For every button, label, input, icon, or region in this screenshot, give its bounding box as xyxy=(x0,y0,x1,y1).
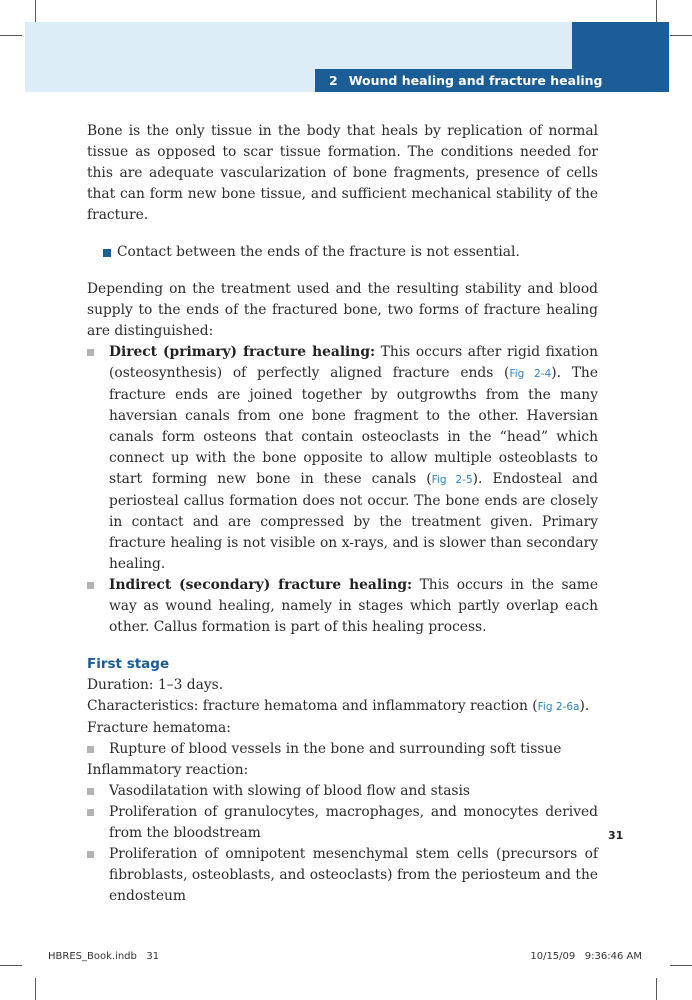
square-bullet-icon xyxy=(87,582,94,589)
square-bullet-icon xyxy=(87,349,94,356)
inflammatory-label: Inflammatory reaction: xyxy=(87,762,249,778)
square-bullet-icon xyxy=(87,746,94,753)
crop-mark xyxy=(670,35,692,36)
square-bullet-icon xyxy=(87,809,94,816)
chapter-number: 2 xyxy=(329,73,338,88)
slug-file-name: HBRES_Book.indb 31 xyxy=(48,951,160,962)
slug-timestamp: 10/15/09 9:36:46 AM xyxy=(530,951,642,962)
crop-mark xyxy=(670,965,692,966)
crop-mark xyxy=(0,35,22,36)
figure-reference: Fig 2-6a xyxy=(537,701,580,713)
crop-mark xyxy=(656,0,657,22)
list-item: Proliferation of omnipotent mesenchymal stem cells (precursors of fibroblasts, osteoblasts, and osteoclasts) from the periosteum and the endosteum xyxy=(87,844,598,907)
chapter-title: Wound healing and fracture healing xyxy=(348,73,603,88)
list-item: Indirect (secondary) fracture healing: This occurs in the same way as wound healing, namely in stages which partly overlap each other. Callus formation is part of this healing process. xyxy=(87,575,598,638)
hematoma-list xyxy=(87,739,598,760)
section-heading: First stage xyxy=(87,656,170,672)
forms-intro-paragraph: Depending on the treatment used and the resulting stability and blood supply to the ends of the fractured bone, two forms of fracture healing are distinguished: xyxy=(87,281,598,339)
page-number: 31 xyxy=(608,829,624,842)
note-item xyxy=(103,242,598,263)
intro-paragraph: Bone is the only tissue in the body that heals by replication of normal tissue as opposed to scar tissue formation. The conditions needed for this are adequate vascularization of bone fragments, presence of cells that can form new bone tissue, and sufficient mechanical stability of the fracture. xyxy=(87,123,598,223)
characteristics-line: Characteristics: fracture hematoma and inflammatory reaction (Fig 2-6a). xyxy=(87,698,590,714)
crop-mark xyxy=(35,0,36,22)
square-bullet-icon xyxy=(103,249,111,257)
note-text: Contact between the ends of the fracture is not essential. xyxy=(117,244,520,260)
square-bullet-icon xyxy=(87,851,94,858)
inflammatory-list xyxy=(87,781,598,907)
hematoma-label: Fracture hematoma: xyxy=(87,720,231,736)
figure-reference: Fig 2-5 xyxy=(431,474,473,486)
term-heading: Direct (primary) fracture healing: xyxy=(109,344,376,360)
list-item: Rupture of blood vessels in the bone and surrounding soft tissue xyxy=(87,739,598,760)
list-item: Vasodilatation with slowing of blood flow and stasis xyxy=(87,781,598,802)
crop-mark xyxy=(0,965,22,966)
list-item: Direct (primary) fracture healing: This occurs after rigid fixation (osteosynthesis) of perfectly aligned fracture ends (Fig 2-4). The fracture ends are joined together by outgrowths from the many haversian canals from one bone fragment to the other. Haversian canals form osteons that contain osteoclasts in the “head” which connect up with the bone opposite to allow multiple osteoblasts to start forming new bone in these canals (Fig 2-5). Endosteal and periosteal callus formation does not occur. The bone ends are closely in contact and are compressed by the treatment given. Primary fracture healing is not visible on x-rays, and is slower than secondary healing. xyxy=(87,342,598,575)
fracture-healing-forms-list xyxy=(87,342,598,638)
square-bullet-icon xyxy=(87,788,94,795)
list-item: Proliferation of granulocytes, macrophages, and monocytes derived from the bloodstream xyxy=(87,802,598,844)
running-header xyxy=(315,69,669,92)
duration-line: Duration: 1–3 days. xyxy=(87,677,224,693)
page-body xyxy=(87,121,598,907)
term-heading: Indirect (secondary) fracture healing: xyxy=(109,577,413,593)
crop-mark xyxy=(656,978,657,1000)
figure-reference: Fig 2-4 xyxy=(509,368,552,380)
crop-mark xyxy=(35,978,36,1000)
